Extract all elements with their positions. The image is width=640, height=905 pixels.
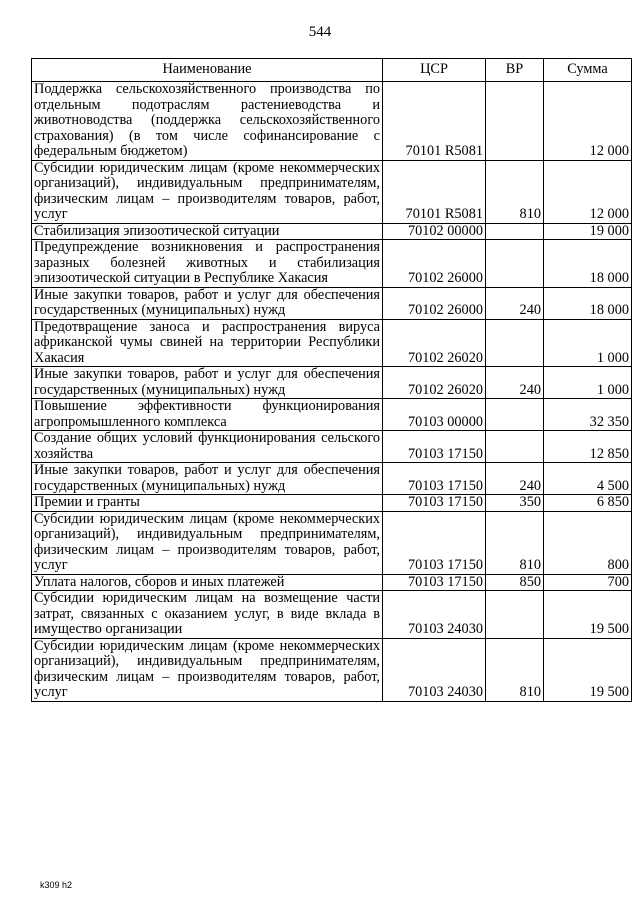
row-csr: 70101 R5081 <box>383 160 486 223</box>
row-vr <box>486 399 544 431</box>
row-csr: 70103 17150 <box>383 463 486 495</box>
row-sum: 4 500 <box>544 463 632 495</box>
row-sum: 1 000 <box>544 367 632 399</box>
row-sum: 19 000 <box>544 223 632 240</box>
row-csr: 70103 17150 <box>383 511 486 574</box>
row-csr: 70101 R5081 <box>383 82 486 161</box>
row-vr: 810 <box>486 638 544 701</box>
row-name: Создание общих условий функционирования сельского хозяйства <box>32 431 383 463</box>
page-number: 544 <box>308 24 332 40</box>
row-vr <box>486 319 544 367</box>
table-row <box>32 319 632 367</box>
table-row <box>32 367 632 399</box>
table-row <box>32 160 632 223</box>
row-vr: 240 <box>486 463 544 495</box>
row-name: Стабилизация эпизоотической ситуации <box>32 223 383 240</box>
row-sum: 19 500 <box>544 638 632 701</box>
table-row <box>32 511 632 574</box>
row-vr <box>486 591 544 639</box>
row-csr: 70103 17150 <box>383 574 486 591</box>
row-name: Иные закупки товаров, работ и услуг для обеспечения государственных (муниципальных) нужд <box>32 463 383 495</box>
table-row <box>32 463 632 495</box>
row-sum: 800 <box>544 511 632 574</box>
table-row <box>32 638 632 701</box>
row-vr: 240 <box>486 287 544 319</box>
table-row <box>32 495 632 512</box>
row-vr <box>486 240 544 288</box>
table-row <box>32 223 632 240</box>
row-sum: 19 500 <box>544 591 632 639</box>
row-sum: 12 000 <box>544 160 632 223</box>
table-row <box>32 287 632 319</box>
row-vr <box>486 223 544 240</box>
row-sum: 18 000 <box>544 287 632 319</box>
row-csr: 70103 24030 <box>383 591 486 639</box>
row-vr: 810 <box>486 511 544 574</box>
footer-code: k309 h2 <box>40 880 73 890</box>
table-row <box>32 431 632 463</box>
table-header-row <box>32 59 632 82</box>
row-sum: 18 000 <box>544 240 632 288</box>
row-vr <box>486 431 544 463</box>
row-name: Субсидии юридическим лицам (кроме некоммерческих организаций), индивидуальным предпринимателям, физическим лицам – производителям товаров, работ, услуг <box>32 511 383 574</box>
row-csr: 70102 00000 <box>383 223 486 240</box>
row-name: Премии и гранты <box>32 495 383 512</box>
row-name: Иные закупки товаров, работ и услуг для обеспечения государственных (муниципальных) нужд <box>32 367 383 399</box>
row-vr: 850 <box>486 574 544 591</box>
row-sum: 1 000 <box>544 319 632 367</box>
table-row <box>32 240 632 288</box>
row-csr: 70102 26020 <box>383 367 486 399</box>
table-row <box>32 82 632 161</box>
row-name: Предотвращение заноса и распространения вируса африканской чумы свиней на территории Республики Хакасия <box>32 319 383 367</box>
table-row <box>32 399 632 431</box>
row-vr <box>486 82 544 161</box>
row-name: Уплата налогов, сборов и иных платежей <box>32 574 383 591</box>
row-name: Предупреждение возникновения и распространения заразных болезней животных и стабилизация эпизоотической ситуации в Республике Хакасия <box>32 240 383 288</box>
row-csr: 70102 26000 <box>383 240 486 288</box>
row-vr: 810 <box>486 160 544 223</box>
row-csr: 70103 24030 <box>383 638 486 701</box>
row-sum: 700 <box>544 574 632 591</box>
row-vr: 350 <box>486 495 544 512</box>
row-name: Поддержка сельскохозяйственного производства по отдельным подотраслям растениеводства и животноводства (поддержка сельскохозяйственного страхования) (в том числе софинансирование с федеральным бюджетом) <box>32 82 383 161</box>
row-csr: 70103 17150 <box>383 495 486 512</box>
row-name: Субсидии юридическим лицам (кроме некоммерческих организаций), индивидуальным предпринимателям, физическим лицам – производителям товаров, работ, услуг <box>32 160 383 223</box>
row-name: Иные закупки товаров, работ и услуг для обеспечения государственных (муниципальных) нужд <box>32 287 383 319</box>
table-row <box>32 591 632 639</box>
row-name: Субсидии юридическим лицам на возмещение части затрат, связанных с оказанием услуг, в виде вклада в имущество организации <box>32 591 383 639</box>
row-sum: 32 350 <box>544 399 632 431</box>
row-csr: 70102 26000 <box>383 287 486 319</box>
row-name: Субсидии юридическим лицам (кроме некоммерческих организаций), индивидуальным предпринимателям, физическим лицам – производителям товаров, работ, услуг <box>32 638 383 701</box>
row-vr: 240 <box>486 367 544 399</box>
header-name: Наименование <box>32 59 383 82</box>
table-row <box>32 574 632 591</box>
row-csr: 70102 26020 <box>383 319 486 367</box>
budget-table <box>31 58 632 702</box>
row-sum: 12 850 <box>544 431 632 463</box>
row-sum: 6 850 <box>544 495 632 512</box>
header-vr: ВР <box>486 59 544 82</box>
header-sum: Сумма <box>544 59 632 82</box>
row-name: Повышение эффективности функционирования агропромышленного комплекса <box>32 399 383 431</box>
header-csr: ЦСР <box>383 59 486 82</box>
row-sum: 12 000 <box>544 82 632 161</box>
row-csr: 70103 00000 <box>383 399 486 431</box>
row-csr: 70103 17150 <box>383 431 486 463</box>
